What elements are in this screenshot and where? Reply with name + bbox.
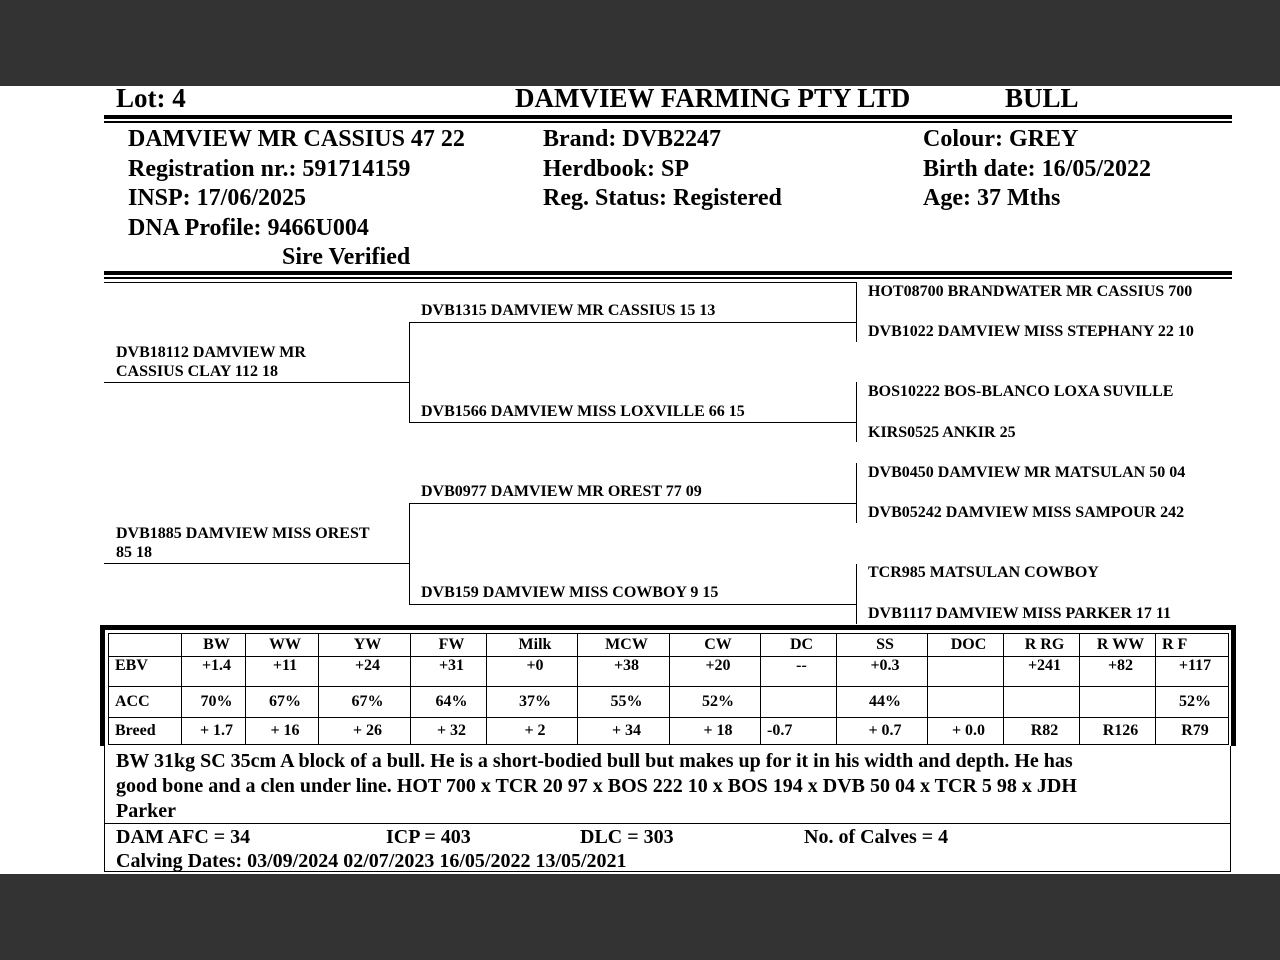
table-cell: 64% (411, 687, 487, 718)
table-cell: + 2 (487, 718, 578, 745)
herdbook: Herdbook: SP (543, 156, 690, 182)
sire-name-line1: DVB18112 DAMVIEW MR (116, 344, 306, 361)
ebv-table (108, 633, 1229, 745)
table-cell: + 16 (246, 718, 319, 745)
sex-label: BULL (1005, 86, 1079, 113)
dam-bracket (409, 503, 410, 604)
ggp-bracket-1 (856, 282, 857, 342)
dam-sire-name: DVB0977 DAMVIEW MR OREST 77 09 (421, 483, 702, 500)
age: Age: 37 Mths (923, 185, 1061, 211)
inspection-date: INSP: 17/06/2025 (128, 185, 307, 211)
sire-verified: Sire Verified (282, 244, 411, 270)
table-cell: + 26 (319, 718, 411, 745)
number-of-calves: No. of Calves = 4 (804, 826, 949, 848)
dam-dam-name: DVB159 DAMVIEW MISS COWBOY 9 15 (421, 584, 719, 601)
table-cell: -- (761, 657, 837, 687)
table-cell: -0.7 (761, 718, 837, 745)
table-cell: + 0.0 (928, 718, 1004, 745)
dlc: DLC = 303 (580, 826, 674, 848)
header-cell: R WW (1080, 634, 1156, 657)
table-cell: +241 (1004, 657, 1080, 687)
ggp-bracket-2 (856, 382, 857, 442)
dam-sire-line (409, 503, 856, 504)
ggp-8: DVB1117 DAMVIEW MISS PARKER 17 11 (868, 605, 1171, 622)
table-row-breed (109, 718, 1229, 745)
table-cell: +20 (670, 657, 761, 687)
table-cell: + 32 (411, 718, 487, 745)
sire-dam-line (409, 422, 856, 423)
dam-name-line1: DVB1885 DAMVIEW MISS OREST (116, 525, 370, 542)
table-cell: 52% (670, 687, 761, 718)
table-cell (761, 687, 837, 718)
table-cell: +117 (1156, 657, 1229, 687)
table-row-ebv (109, 657, 1229, 687)
header-cell: BW (182, 634, 246, 657)
catalogue-page (0, 86, 1280, 874)
header-cell: DOC (928, 634, 1004, 657)
table-cell (928, 687, 1004, 718)
brand: Brand: DVB2247 (543, 126, 722, 152)
table-row-acc (109, 687, 1229, 718)
dam-record-rule (104, 823, 1231, 824)
ggp-6: DVB05242 DAMVIEW MISS SAMPOUR 242 (868, 504, 1185, 521)
table-cell: + 1.7 (182, 718, 246, 745)
table-cell: +82 (1080, 657, 1156, 687)
sire-sire-line (409, 322, 856, 323)
table-cell: +1.4 (182, 657, 246, 687)
table-cell (928, 657, 1004, 687)
comments-line3: Parker (116, 800, 176, 822)
comments-line1: BW 31kg SC 35cm A block of a bull. He is a short-bodied bull but makes up for it in his width and depth. He has (116, 750, 1073, 772)
ggp-bracket-3 (856, 463, 857, 523)
header-cell: YW (319, 634, 411, 657)
header-cell: MCW (578, 634, 670, 657)
calving-dates: Calving Dates: 03/09/2024 02/07/2023 16/05/2022 13/05/2021 (116, 850, 627, 872)
dam-dam-line (409, 604, 856, 605)
ggp-4: KIRS0525 ANKIR 25 (868, 424, 1016, 441)
table-cell: 67% (319, 687, 411, 718)
table-cell: 70% (182, 687, 246, 718)
header-cell: WW (246, 634, 319, 657)
sire-dam-name: DVB1566 DAMVIEW MISS LOXVILLE 66 15 (421, 403, 745, 420)
dam-afc: DAM AFC = 34 (116, 826, 251, 848)
header-rule-thin (104, 121, 1232, 123)
icp: ICP = 403 (386, 826, 471, 848)
table-header-row (109, 634, 1229, 657)
dna-profile: DNA Profile: 9466U004 (128, 215, 369, 241)
table-cell: +0.3 (837, 657, 928, 687)
pedigree-top-line (104, 282, 856, 283)
comments-line2: good bone and a clen under line. HOT 700 x TCR 20 97 x BOS 222 10 x BOS 194 x DVB 50 04 x TCR 5 98 x JDH (116, 775, 1077, 797)
table-cell: +38 (578, 657, 670, 687)
header-cell: R RG (1004, 634, 1080, 657)
ggp-1: HOT08700 BRANDWATER MR CASSIUS 700 (868, 283, 1193, 300)
info-rule-thin (104, 277, 1232, 279)
ggp-2: DVB1022 DAMVIEW MISS STEPHANY 22 10 (868, 323, 1194, 340)
dam-name-line2: 85 18 (116, 544, 152, 561)
header-cell: DC (761, 634, 837, 657)
table-cell: 52% (1156, 687, 1229, 718)
sire-bracket (409, 322, 410, 423)
row-label: ACC (109, 687, 182, 718)
sire-line (104, 382, 409, 383)
info-rule-thick (104, 271, 1232, 275)
ggp-bracket-4 (856, 564, 857, 624)
colour: Colour: GREY (923, 126, 1079, 152)
header-cell (109, 634, 182, 657)
registration-status: Reg. Status: Registered (543, 185, 782, 211)
table-cell: 44% (837, 687, 928, 718)
row-label: EBV (109, 657, 182, 687)
table-cell: +31 (411, 657, 487, 687)
table-cell: 67% (246, 687, 319, 718)
header-cell: Milk (487, 634, 578, 657)
table-cell: + 0.7 (837, 718, 928, 745)
header-rule-thick (104, 115, 1232, 119)
sire-name-line2: CASSIUS CLAY 112 18 (116, 363, 278, 380)
dam-line (104, 563, 409, 564)
row-label: Breed (109, 718, 182, 745)
table-cell: +24 (319, 657, 411, 687)
sire-sire-name: DVB1315 DAMVIEW MR CASSIUS 15 13 (421, 302, 716, 319)
table-cell (1004, 687, 1080, 718)
ggp-3: BOS10222 BOS-BLANCO LOXA SUVILLE (868, 383, 1174, 400)
table-cell: + 34 (578, 718, 670, 745)
header-cell: CW (670, 634, 761, 657)
header-cell: R F (1156, 634, 1229, 657)
header-cell: SS (837, 634, 928, 657)
table-cell: R126 (1080, 718, 1156, 745)
table-cell: R82 (1004, 718, 1080, 745)
table-cell: +11 (246, 657, 319, 687)
table-cell (1080, 687, 1156, 718)
lot-number: Lot: 4 (116, 86, 186, 113)
header-cell: FW (411, 634, 487, 657)
animal-name: DAMVIEW MR CASSIUS 47 22 (128, 126, 465, 152)
ggp-5: DVB0450 DAMVIEW MR MATSULAN 50 04 (868, 464, 1186, 481)
table-cell: +0 (487, 657, 578, 687)
table-cell: 37% (487, 687, 578, 718)
company-name: DAMVIEW FARMING PTY LTD (515, 86, 911, 113)
table-cell: + 18 (670, 718, 761, 745)
registration-number: Registration nr.: 591714159 (128, 156, 411, 182)
table-cell: 55% (578, 687, 670, 718)
table-cell: R79 (1156, 718, 1229, 745)
birth-date: Birth date: 16/05/2022 (923, 156, 1151, 182)
ggp-7: TCR985 MATSULAN COWBOY (868, 564, 1099, 581)
